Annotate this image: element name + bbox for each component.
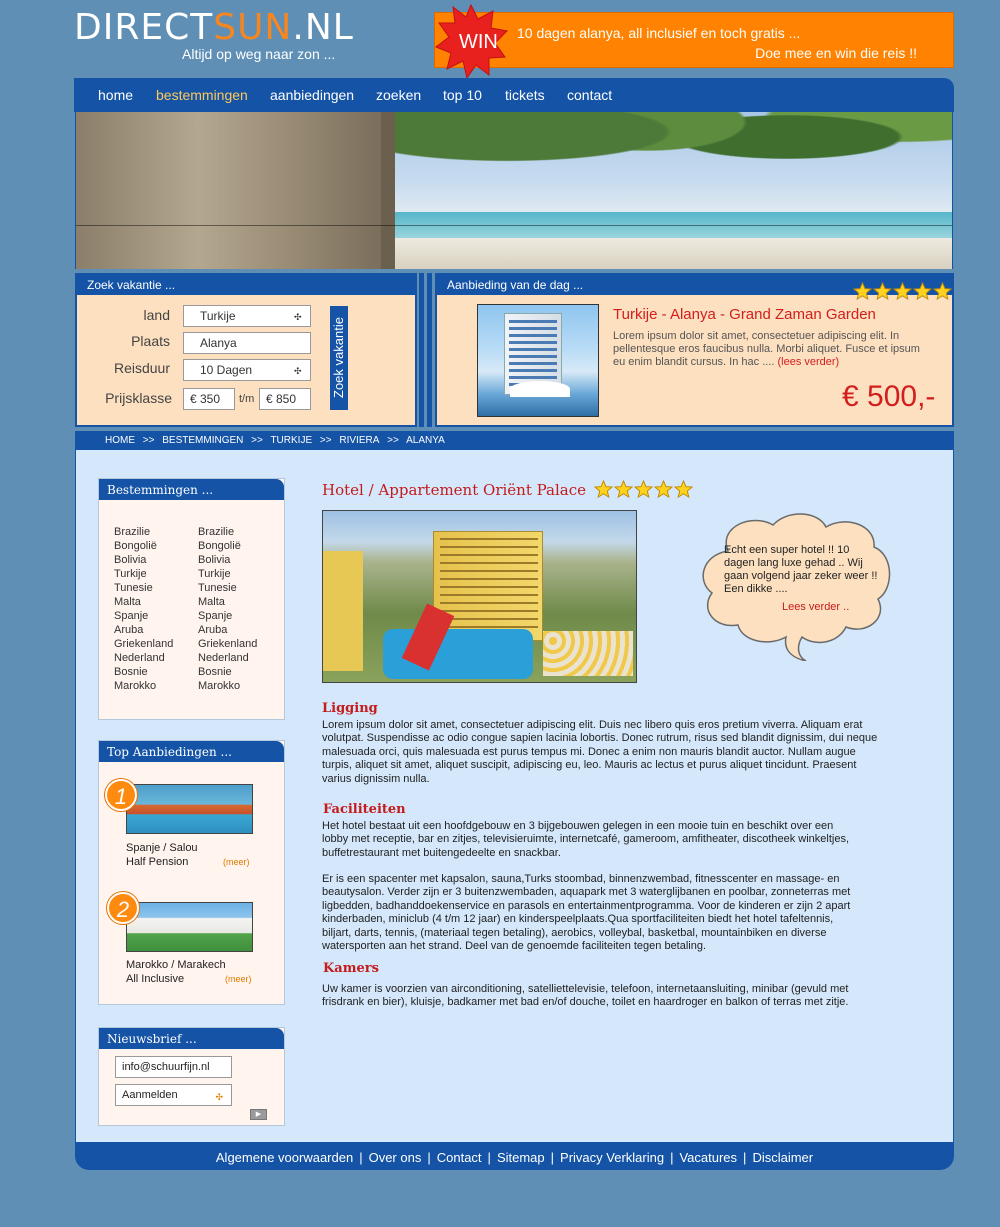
footer-separator: | [550, 1150, 555, 1165]
destination-link[interactable]: Aruba [114, 624, 144, 636]
win-starburst-icon [433, 3, 509, 79]
win-label: WIN [459, 31, 498, 53]
breadcrumb-separator: >> [142, 435, 155, 446]
top-offer-1-image[interactable] [126, 784, 253, 834]
destination-link[interactable]: Nederland [114, 652, 165, 664]
nav-contact[interactable]: contact [567, 87, 613, 103]
newsletter-email-input[interactable]: info@schuurfijn.nl [115, 1056, 232, 1078]
destination-link[interactable]: Bongolië [114, 540, 157, 552]
destination-link[interactable]: Spanje [198, 610, 233, 622]
destination-link[interactable]: Turkije [198, 568, 231, 580]
offer-panel-title: Aanbieding van de dag ... [437, 275, 952, 295]
destination-link[interactable]: Griekenland [198, 638, 258, 650]
star-icon [594, 480, 613, 499]
star-icon [893, 282, 912, 301]
footer-separator: | [427, 1150, 431, 1165]
footer-separator: | [670, 1150, 674, 1165]
footer-separator: | [743, 1150, 747, 1165]
footer-link-privacy[interactable]: Privacy Verklaring [560, 1150, 665, 1165]
footer-link-contact[interactable]: Contact [436, 1150, 482, 1165]
win-headline: 10 dagen alanya, all inclusief en toch gratis ... [517, 25, 801, 41]
hero-palm-trunk [76, 112, 381, 269]
star-icon [634, 480, 653, 499]
newsletter-submit-button[interactable] [250, 1109, 267, 1120]
breadcrumb-separator: >> [319, 435, 332, 446]
hero-divider-line [76, 225, 952, 226]
destination-link[interactable]: Malta [114, 596, 141, 608]
hotel-photo-umbrellas [543, 631, 633, 676]
breadcrumb [75, 431, 954, 450]
win-banner[interactable] [434, 12, 954, 68]
nav-aanbiedingen[interactable]: aanbiedingen [270, 87, 355, 103]
breadcrumb-separator: >> [251, 435, 263, 446]
dropdown-arrow-icon: ✣ [215, 1092, 223, 1102]
offer-description-text: Lorem ipsum dolor sit amet, consectetuer adipiscing elit. In pellentesque eros faucibus nulla. Morbi aliquet. Fusce et ipsum eu enim blandit cursus. In hac .... [613, 330, 920, 368]
review-text: Echt een super hotel !! 10 dagen lang luxe gehad .. Wij gaan volgend jaar zeker weer !! Een dikke .... [724, 544, 878, 595]
footer-link-algemene-voorwaarden[interactable]: Algemene voorwaarden [215, 1150, 354, 1165]
dropdown-arrow-icon: ✣ [294, 366, 302, 376]
price-range-separator: t/m [239, 393, 255, 405]
star-icon [853, 282, 872, 301]
destination-link[interactable]: Spanje [114, 610, 149, 622]
logo-wordmark: DIRECTSUN.NL [74, 7, 354, 48]
faciliteiten-text-2: Er is een spacenter met kapsalon, sauna,Turks stoombad, binnenzwembad, fitnesscenter en massage- en beautysalon. Verder zijn er 3 buitenzwembaden, aquapark met 3 waterglijbanen en poolbar, zonneterras met ligbedden, badhanddoekenservice en parasols en entertainmentprogramma. Voor de kinderen er zijn 2 apart kinderbaden, miniclub (4 t/m 12 jaar) en kinderspeelplaats.Qua sportfaciliteiten biedt het hotel tafeltennis, biljart, darts, tennis, (materiaal tegen betaling), aerobics, volleybal, basketbal, mountainbiken en diverse watersporten aan het strand. Deel van de genoemde faciliteiten tegen betaling. [322, 873, 851, 953]
reisduur-select-value: 10 Dagen [200, 363, 253, 377]
top-offer-1-more-link[interactable]: (meer) [223, 857, 250, 867]
breadcrumb-bestemmingen[interactable]: BESTEMMINGEN [162, 435, 244, 446]
main-nav [74, 78, 954, 112]
separator-bar [427, 273, 432, 427]
land-select[interactable] [183, 305, 311, 327]
plaats-label: Plaats [131, 333, 170, 349]
top-offer-2-more-link[interactable]: (meer) [225, 974, 252, 984]
destination-link[interactable]: Brazilie [198, 526, 235, 538]
faciliteiten-text-1: Het hotel bestaat uit een hoofdgebouw en 3 bijgebouwen gelegen in een mooie tuin en beschikt over een lobby met receptie, bar en zitjes, televisieruimte, internetcafé, gameroom, amfitheater, discotheek winkeltjes, buffetrestaurant met buitengedeelte en snackbar. [322, 820, 850, 859]
breadcrumb-turkije[interactable]: TURKIJE [270, 435, 313, 446]
destination-link[interactable]: Bosnie [198, 666, 232, 678]
destination-link[interactable]: Griekenland [114, 638, 174, 650]
footer [75, 1142, 954, 1170]
search-submit-button[interactable]: Zoek vakantie [330, 306, 348, 410]
prijsklasse-label: Prijsklasse [105, 390, 172, 406]
star-icon [614, 480, 633, 499]
ligging-heading: Ligging [322, 701, 378, 716]
panel-separator [418, 273, 435, 427]
top-offer-2-destination[interactable]: Marokko / Marakech [126, 959, 226, 971]
footer-link-sitemap[interactable]: Sitemap [496, 1150, 545, 1165]
separator-bar [419, 273, 424, 427]
destination-link[interactable]: Marokko [198, 680, 241, 692]
hero-palm-trunk-edge [381, 112, 395, 269]
reisduur-select[interactable] [183, 359, 311, 381]
newsletter-action-select[interactable] [115, 1084, 232, 1106]
rank-1-badge: 1 [105, 779, 137, 811]
offer-rating [853, 282, 953, 301]
faciliteiten-heading: Faciliteiten [323, 802, 406, 817]
search-panel-title: Zoek vakantie ... [77, 275, 415, 295]
footer-link-vacatures[interactable]: Vacatures [679, 1150, 738, 1165]
dropdown-arrow-icon: ✣ [294, 312, 302, 322]
hotel-photo[interactable] [322, 510, 637, 683]
destination-link[interactable]: Turkije [114, 568, 147, 580]
nav-tickets[interactable]: tickets [505, 87, 545, 103]
destination-link[interactable]: Tunesie [114, 582, 153, 594]
offer-hotel-image[interactable] [477, 304, 599, 417]
logo[interactable] [74, 8, 354, 66]
plaats-input-value: Alanya [200, 336, 237, 350]
arrow-right-icon: ▶ [255, 1111, 262, 1118]
destinations-list-right [198, 525, 257, 693]
offer-price: € 500,- [842, 380, 936, 413]
footer-separator: | [487, 1150, 491, 1165]
price-max-input[interactable]: € 850 [259, 388, 311, 410]
rank-2-badge: 2 [107, 892, 139, 924]
breadcrumb-alanya[interactable]: ALANYA [406, 435, 445, 446]
tagline: Altijd op weg naar zon ... [182, 46, 336, 62]
star-icon [674, 480, 693, 499]
destination-link[interactable]: Brazilie [114, 526, 151, 538]
top-offer-1-destination[interactable]: Spanje / Salou [126, 842, 198, 854]
hero-palm-leaves [395, 112, 953, 212]
breadcrumb-riviera[interactable]: RIVIERA [339, 435, 380, 446]
nav-bestemmingen[interactable]: bestemmingen [156, 87, 248, 103]
footer-link-disclaimer[interactable]: Disclaimer [752, 1150, 814, 1165]
footer-separator: | [359, 1150, 363, 1165]
newsletter-action-value: Aanmelden [122, 1089, 178, 1101]
win-subline: Doe mee en win die reis !! [755, 45, 917, 61]
reisduur-label: Reisduur [113, 360, 170, 376]
price-min-input[interactable]: € 350 [183, 388, 235, 410]
offer-image-canopy [510, 381, 570, 397]
destination-link[interactable]: Bolivia [198, 554, 231, 566]
top-offer-2-board: All Inclusive [126, 973, 185, 985]
destinations-title: Bestemmingen ... [99, 479, 284, 500]
hotel-title: Hotel / Appartement Oriënt Palace [322, 481, 586, 499]
breadcrumb-home[interactable]: HOME [105, 435, 135, 446]
destination-link[interactable]: Bosnie [114, 666, 148, 678]
land-select-value: Turkije [200, 309, 236, 323]
star-icon [913, 282, 932, 301]
destinations-list-left [114, 525, 173, 693]
nav-top10[interactable]: top 10 [443, 87, 482, 103]
hero-beach-image [75, 112, 953, 269]
destination-link[interactable]: Aruba [198, 624, 228, 636]
offer-read-more-link[interactable]: (lees verder) [777, 356, 840, 368]
destination-link[interactable]: Bolivia [114, 554, 147, 566]
destination-link[interactable]: Bongolië [198, 540, 241, 552]
star-icon [873, 282, 892, 301]
kamers-heading: Kamers [323, 961, 379, 976]
plaats-input[interactable] [183, 332, 311, 354]
star-icon [654, 480, 673, 499]
ligging-text: Lorem ipsum dolor sit amet, consectetuer adipiscing elit. Duis nec libero quis eros pretium viverra. Aliquam erat volutpat. Suspendisse ac odio congue sapien lacinia lobortis. Donec rutrum, risus sed blandit dignissim, dui neque malesuada orci, quis malesuada est purus tempus mi. Donec a enim non mauris blandit auctor. Nullam augue turpis, aliquet sit amet, aliquet suscipit, adipiscing eu, leo. Mauris ac lectus et purus aliquet tincidunt. Praesent varius dignissim nulla. [322, 719, 878, 785]
destination-link[interactable]: Nederland [198, 652, 249, 664]
offer-description [613, 330, 933, 369]
hotel-photo-side-building [323, 551, 363, 671]
top-offer-2-image[interactable] [126, 902, 253, 952]
destination-link[interactable]: Marokko [114, 680, 157, 692]
destination-link[interactable]: Tunesie [198, 582, 237, 594]
destination-link[interactable]: Malta [198, 596, 225, 608]
footer-link-over-ons[interactable]: Over ons [368, 1150, 422, 1165]
top-offers-title: Top Aanbiedingen ... [99, 741, 284, 762]
kamers-text: Uw kamer is voorzien van airconditioning, satelliettelevisie, telefoon, internetaansluiting, minibar (gevuld met frisdrank en bier), kluisje, badkamer met bad en/of douche, toilet en haardroger en balkon of terras met zitje. [322, 983, 849, 1009]
review-read-more-link[interactable]: Lees verder .. [782, 601, 850, 613]
star-icon [933, 282, 952, 301]
hotel-rating [594, 480, 694, 499]
land-label: land [143, 307, 170, 323]
breadcrumb-separator: >> [387, 435, 399, 446]
offer-heading[interactable]: Turkije - Alanya - Grand Zaman Garden [613, 306, 876, 323]
newsletter-title: Nieuwsbrief ... [99, 1028, 284, 1049]
nav-zoeken[interactable]: zoeken [376, 87, 422, 103]
nav-home[interactable]: home [98, 87, 134, 103]
top-offer-1-board: Half Pension [126, 856, 189, 868]
